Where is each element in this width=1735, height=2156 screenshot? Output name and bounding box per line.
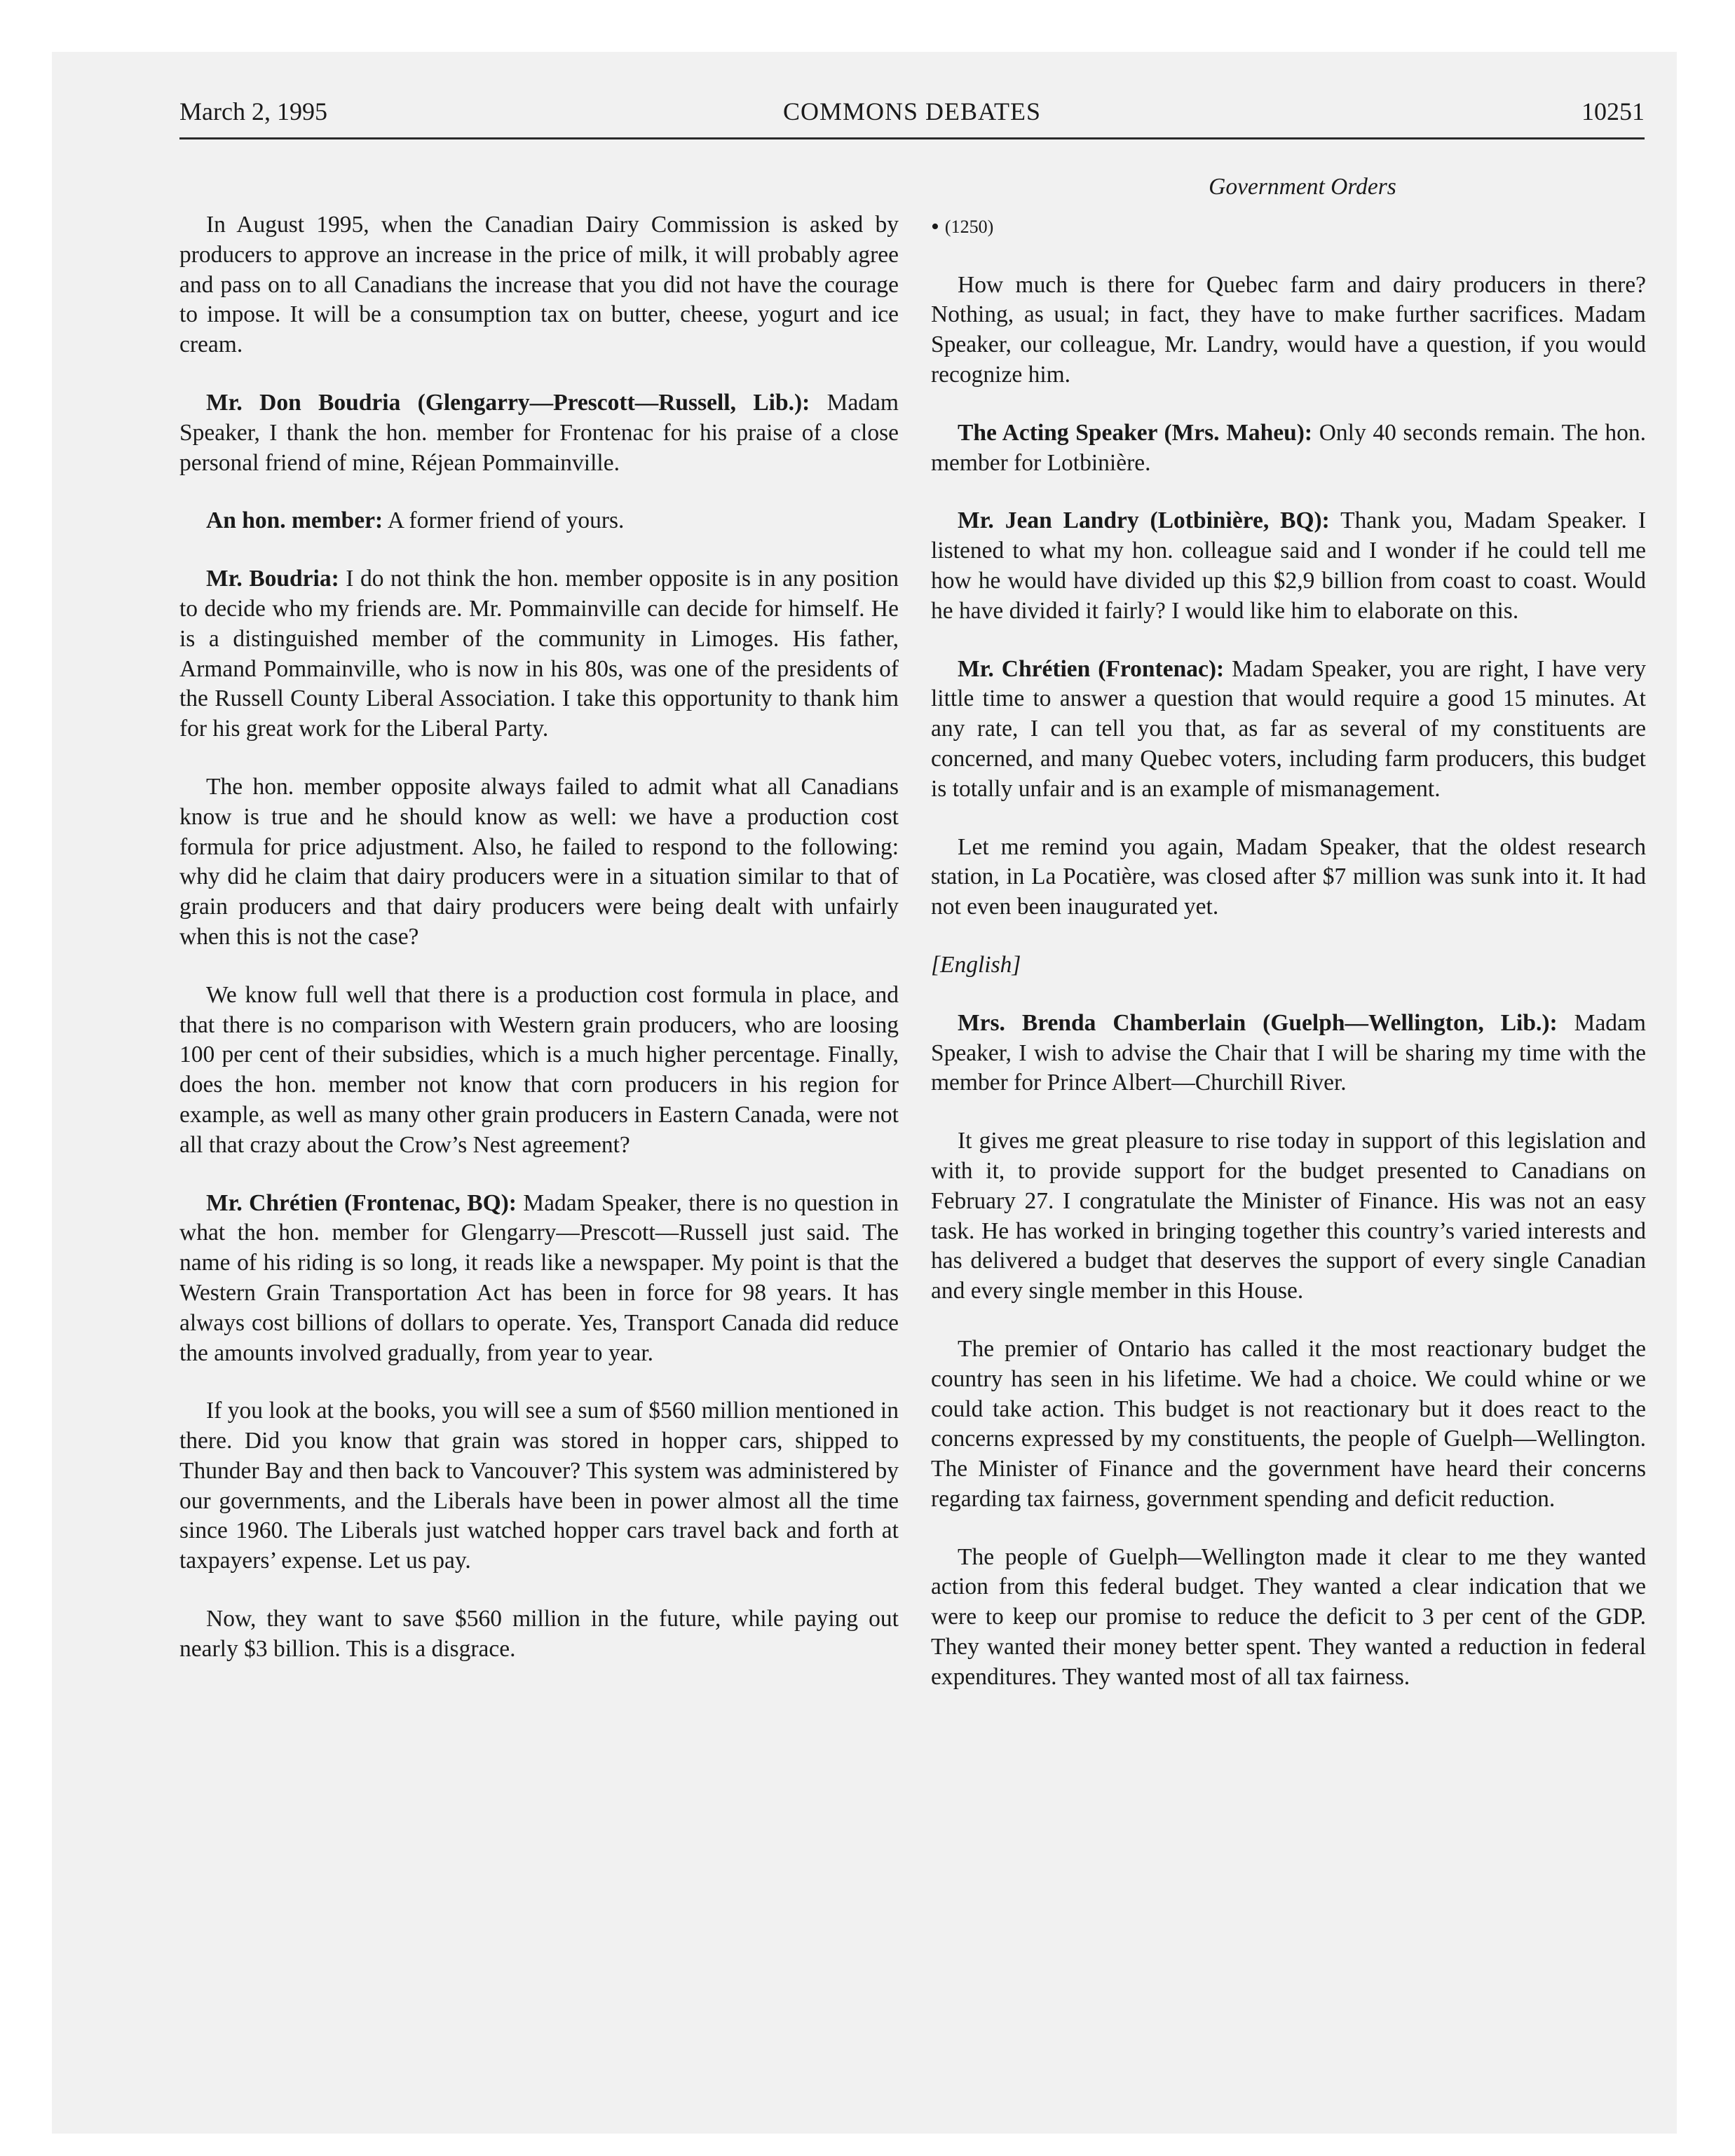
- paragraph: [931, 1543, 1646, 1693]
- paragraph-text: If you look at the books, you will see a sum of $560 million mentioned in there. Did you know that grain was stored in hopper cars, shipped to Thunder Bay and then back to Vancouver? This system was administered by our governments, and the Liberals have been in power almost all the time since 1960. The Liberals just watched hopper cars travel back and forth at taxpayers’ expense. Let us pay.: [179, 1398, 899, 1574]
- paragraph-text: It gives me great pleasure to rise today in support of this legislation and with it, to provide support for the budget presented to Canadians on February 27. I congratulate the Minister of Finance. His was not an easy task. He has worked in bringing together this country’s varied interests and has delivered a budget that deserves the support of every single Canadian and every single member in this House.: [931, 1128, 1646, 1304]
- paragraph-text: The premier of Ontario has called it the most reactionary budget the country has seen in his lifetime. We had a choice. We could whine or we could take action. This budget is not reactionary but it does react to the concerns expressed by my constituents, the people of Guelph—Wellington. The Minister of Finance and the government have heard their concerns regarding tax fairness, government spending and deficit reduction.: [931, 1335, 1646, 1512]
- paragraph: [179, 1604, 899, 1665]
- paragraph: [931, 271, 1646, 390]
- paragraph: [179, 506, 899, 536]
- section-title: Government Orders: [1209, 174, 1396, 200]
- speaker-label: Mr. Boudria:: [206, 566, 339, 592]
- speaker-label: Mr. Chrétien (Frontenac, BQ):: [206, 1189, 517, 1216]
- paragraph-text: The hon. member opposite always failed to admit what all Canadians know is true and he should know as well: we have a production cost formula for price adjustment. Also, he failed to respond to the following: why did he claim that dairy producers were in a situation similar to that of grain producers and that dairy producers were being dealt with unfairly when this is not the case?: [179, 773, 899, 950]
- paragraph-text: Madam Speaker, I wish to advise the Chair that I will be sharing my time with the member for Prince Albert—Churchill River.: [931, 1009, 1646, 1096]
- paragraph: [179, 564, 899, 744]
- paragraph-text: The people of Guelph—Wellington made it clear to me they wanted action from this federal budget. They wanted a clear indication that we were to keep our promise to reduce the deficit to 3 per cent of the GDP. They wanted their money better spent. They wanted a reduction in federal expenditures. They wanted most of all tax fairness.: [931, 1543, 1646, 1690]
- time-marker: [931, 212, 1646, 243]
- paragraph: [179, 772, 899, 953]
- speaker-label: An hon. member:: [206, 507, 383, 534]
- paragraph: [179, 1396, 899, 1576]
- paragraph-text: A former friend of yours.: [387, 507, 625, 534]
- language-marker: [English]: [931, 951, 1021, 978]
- paragraph-text: I do not think the hon. member opposite is in any position to decide who my friends are. Mr. Pommainville can decide for himself. He is a distinguished member of the community in Limoges. His father, Armand Pommainville, who is now in his 80s, was one of the presidents of the Russell County Liberal Association. I take this opportunity to thank him for his great work for the Liberal Party.: [179, 566, 899, 742]
- paragraph-text: In August 1995, when the Canadian Dairy Commission is asked by producers to approve an increase in the price of milk, it will probably agree and pass on to all Canadians the increase that you did not have the courage to impose. It will be a consumption tax on butter, cheese, yogurt and ice cream.: [179, 212, 899, 358]
- paragraph-text: Only 40 seconds remain. The hon. member for Lotbinière.: [931, 419, 1646, 476]
- speaker-label: Mr. Don Boudria (Glengarry—Prescott—Russell, Lib.):: [206, 389, 810, 416]
- paragraph-text: Madam Speaker, there is no question in what the hon. member for Glengarry—Prescott—Russell just said. The name of his riding is so long, it reads like a newspaper. My point is that the Western Grain Transportation Act has been in force for 98 years. It has always cost billions of dollars to operate. Yes, Transport Canada did reduce the amounts involved gradually, from year to year.: [179, 1189, 899, 1366]
- header-page-number: 10251: [1581, 97, 1645, 125]
- speaker-label: Mrs. Brenda Chamberlain (Guelph—Wellington, Lib.):: [958, 1009, 1558, 1036]
- paragraph: [931, 1126, 1646, 1306]
- paragraph-text: Thank you, Madam Speaker. I listened to what my hon. colleague said and I wonder if he could tell me how he would have divided up this $2,9 billion from coast to coast. Would he have divided it fairly? I would like him to elaborate on this.: [931, 507, 1646, 624]
- speaker-label: Mr. Chrétien (Frontenac):: [958, 655, 1225, 682]
- paragraph: [931, 833, 1646, 922]
- paragraph-text: Now, they want to save $560 million in the future, while paying out nearly $3 billion. This is a disgrace.: [179, 1606, 899, 1662]
- bullet-icon: •: [931, 213, 939, 240]
- paragraph: [931, 1335, 1646, 1515]
- header-rule: [179, 137, 1645, 139]
- page-header: [179, 97, 1645, 139]
- paragraph: [931, 1009, 1646, 1098]
- paragraph: [179, 388, 899, 478]
- right-column: [931, 172, 1646, 1721]
- left-column: [179, 210, 899, 1693]
- paragraph: [179, 981, 899, 1161]
- paragraph-text: How much is there for Quebec farm and dairy producers in there? Nothing, as usual; in fact, they have to make further sacrifices. Madam Speaker, our colleague, Mr. Landry, would have a question, if you would recognize him.: [931, 271, 1646, 388]
- paragraph: [179, 1189, 899, 1369]
- paragraph: [179, 210, 899, 360]
- speaker-label: The Acting Speaker (Mrs. Maheu):: [958, 419, 1313, 446]
- header-publication: COMMONS DEBATES: [782, 97, 1042, 125]
- paragraph: [931, 655, 1646, 805]
- paragraph: [931, 506, 1646, 626]
- time-marker-text: (1250): [944, 216, 994, 237]
- speaker-label: Mr. Jean Landry (Lotbinière, BQ):: [958, 507, 1330, 534]
- paragraph: [931, 418, 1646, 479]
- paragraph-text: Madam Speaker, I thank the hon. member for Frontenac for his praise of a close personal friend of mine, Réjean Pommainville.: [179, 389, 899, 476]
- paragraph-text: Let me remind you again, Madam Speaker, that the oldest research station, in La Pocatière, was closed after $7 million was sunk into it. It had not even been inaugurated yet.: [931, 833, 1646, 920]
- header-date: March 2, 1995: [179, 97, 327, 125]
- paragraph-text: We know full well that there is a production cost formula in place, and that there is no comparison with Western grain producers, who are loosing 100 per cent of their subsidies, which is a much higher percentage. Finally, does the hon. member not know that corn producers in his region for example, as well as many other grain producers in Eastern Canada, were not all that crazy about the Crow’s Nest agreement?: [179, 981, 899, 1158]
- paragraph-text: Madam Speaker, you are right, I have very little time to answer a question that would require a good 15 minutes. At any rate, I can tell you that, as far as several of my constituents are concerned, and many Quebec voters, including farm producers, this budget is totally unfair and is an example of mismanagement.: [931, 655, 1647, 802]
